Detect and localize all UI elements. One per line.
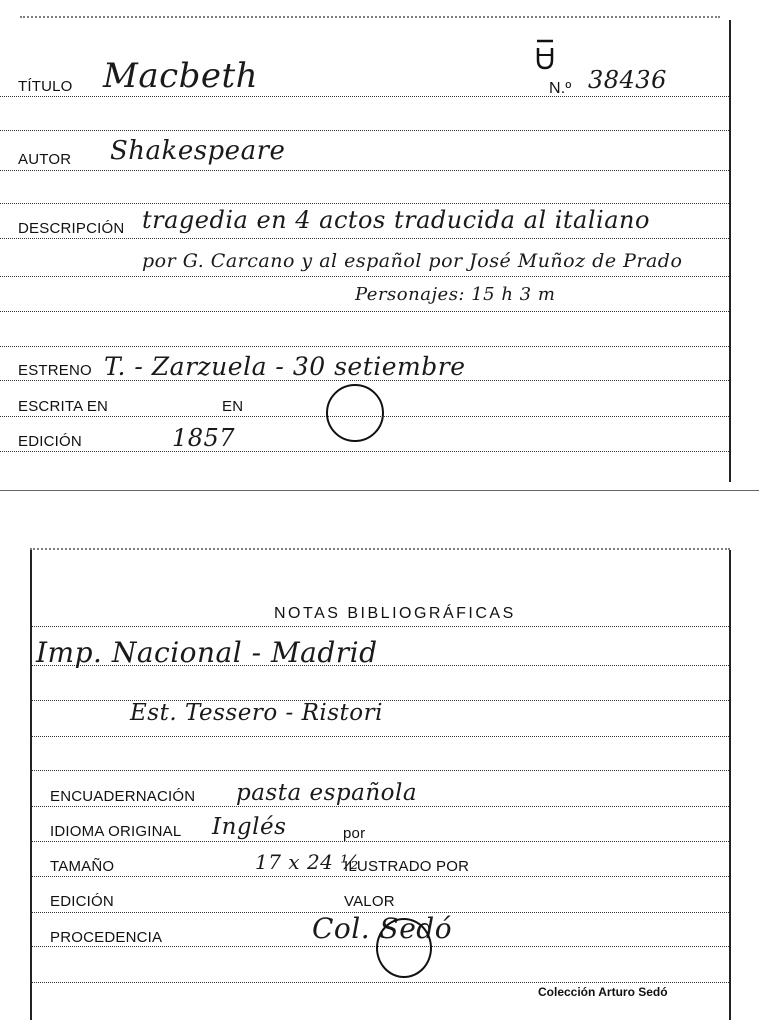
ruled-line — [0, 311, 729, 312]
ruled-line — [0, 451, 729, 452]
ruled-line — [0, 238, 729, 239]
card-top-edge — [20, 16, 720, 18]
punch-hole-circle — [326, 384, 384, 442]
punch-hole-circle — [376, 918, 432, 978]
by-label: por — [343, 825, 366, 842]
ruled-line — [30, 841, 729, 842]
premiere-label: ESTRENO — [18, 362, 92, 379]
provenance-label: PROCEDENCIA — [50, 929, 163, 946]
size-value: 17 x 24 ½ — [255, 850, 361, 874]
edition-label: EDICIÓN — [18, 433, 82, 450]
provenance-value: Col. Sedó — [312, 912, 453, 945]
card-border-right — [729, 550, 731, 1020]
card-cut-line — [0, 490, 759, 491]
written-in-label: ESCRITA EN — [18, 398, 109, 415]
catalog-card-main — [0, 0, 759, 492]
stamp-mark-icon — [534, 38, 556, 72]
catalog-card-notes — [0, 540, 759, 1028]
notes-heading: NOTAS BIBLIOGRÁFICAS — [274, 605, 516, 622]
ruled-line — [0, 130, 729, 131]
size-label: TAMAÑO — [50, 858, 115, 875]
original-language-value: Inglés — [212, 814, 287, 840]
illustrated-by-label: ILUSTRADO POR — [344, 858, 470, 875]
note-line-1: Imp. Nacional - Madrid — [36, 636, 378, 669]
ruled-line — [30, 626, 729, 627]
value-label: VALOR — [344, 893, 395, 910]
description-label: DESCRIPCIÓN — [18, 220, 125, 237]
in-label: EN — [222, 398, 244, 415]
title-label: TÍTULO — [18, 78, 73, 95]
binding-label: ENCUADERNACIÓN — [50, 788, 196, 805]
ruled-line — [30, 736, 729, 737]
description-line-1: tragedia en 4 actos traducida al italiano — [142, 206, 650, 234]
title-value: Macbeth — [103, 56, 259, 96]
number-value: 38436 — [588, 66, 667, 94]
description-line-3: Personajes: 15 h 3 m — [355, 284, 556, 305]
edition-label: EDICIÓN — [50, 893, 114, 910]
binding-value: pasta española — [236, 780, 418, 806]
card-border-right — [729, 20, 731, 482]
card-top-edge — [30, 548, 730, 550]
ruled-line — [0, 346, 729, 347]
ruled-line — [0, 170, 729, 171]
ruled-line — [30, 876, 729, 877]
card-border-left — [30, 550, 32, 1020]
premiere-value: T. - Zarzuela - 30 setiembre — [104, 352, 466, 381]
edition-value: 1857 — [172, 424, 236, 452]
ruled-line — [30, 806, 729, 807]
ruled-line — [30, 770, 729, 771]
ruled-line — [0, 96, 729, 97]
author-value: Shakespeare — [110, 136, 286, 166]
original-language-label: IDIOMA ORIGINAL — [50, 823, 182, 840]
author-label: AUTOR — [18, 151, 72, 168]
note-line-2: Est. Tessero - Ristori — [130, 700, 383, 726]
description-line-2: por G. Carcano y al español por José Muñoz de Prado — [142, 250, 683, 272]
ruled-line — [0, 276, 729, 277]
ruled-line — [30, 982, 729, 983]
number-label: N.º — [549, 80, 572, 97]
ruled-line — [0, 203, 729, 204]
collection-footer: Colección Arturo Sedó — [538, 985, 668, 999]
